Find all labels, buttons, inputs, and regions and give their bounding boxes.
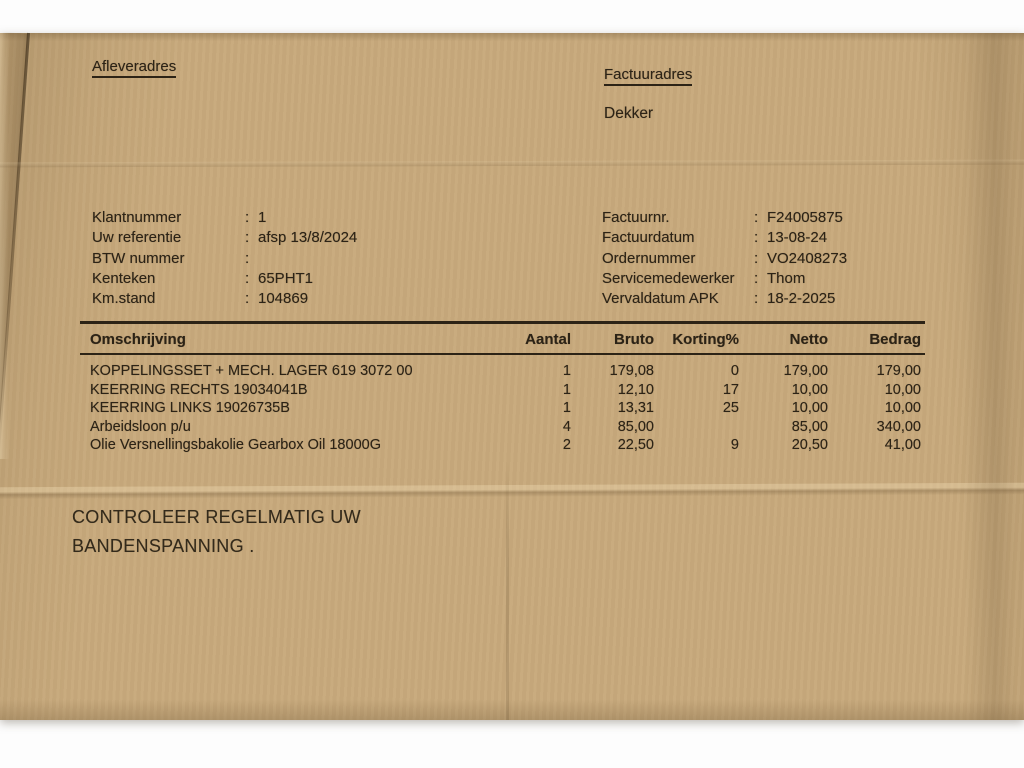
info-label: Factuurdatum bbox=[602, 229, 695, 247]
column-header-aantal: Aantal bbox=[500, 323, 575, 355]
item-discount: 0 bbox=[730, 363, 739, 379]
invoice-address-name: Dekker bbox=[604, 105, 654, 122]
item-quantity: 4 bbox=[562, 418, 571, 435]
header-row bbox=[80, 323, 925, 355]
footer-note bbox=[72, 503, 361, 561]
info-value: afsp 13/8/2024 bbox=[258, 229, 358, 247]
info-label: Factuurnr. bbox=[602, 209, 670, 226]
horizontal-crease-lower bbox=[0, 483, 1024, 499]
info-colon: : bbox=[245, 249, 250, 267]
customer-info-row bbox=[92, 249, 357, 269]
item-gross: 13,31 bbox=[617, 400, 654, 417]
invoice-address-label: Factuuradres bbox=[604, 66, 692, 86]
line-items-body bbox=[80, 354, 925, 455]
info-colon: : bbox=[245, 269, 250, 287]
info-label: Ordernummer bbox=[602, 249, 696, 267]
info-colon: : bbox=[754, 229, 759, 247]
item-net: 10,00 bbox=[791, 381, 828, 398]
line-item-row bbox=[80, 418, 925, 437]
item-gross: 85,00 bbox=[617, 418, 654, 435]
item-description: Olie Versnellingsbakolie Gearbox Oil 18000G bbox=[90, 437, 381, 454]
item-discount bbox=[658, 418, 743, 437]
item-amount: 41,00 bbox=[884, 437, 921, 454]
column-header-korting: Korting% bbox=[658, 323, 743, 355]
item-amount: 10,00 bbox=[884, 400, 921, 417]
info-label: BTW nummer bbox=[92, 249, 185, 267]
column-header-bedrag: Bedrag bbox=[832, 323, 925, 355]
customer-info-row bbox=[92, 228, 357, 248]
info-label: Klantnummer bbox=[92, 209, 182, 226]
footer-note-line1: CONTROLEER REGELMATIG UW bbox=[72, 507, 361, 527]
line-item-row bbox=[80, 399, 925, 418]
line-item-row bbox=[80, 354, 925, 381]
customer-info-row bbox=[92, 208, 357, 228]
item-description: Arbeidsloon p/u bbox=[90, 418, 191, 435]
column-header-omschrijving: Omschrijving bbox=[80, 323, 500, 355]
item-description: KEERRING RECHTS 19034041B bbox=[90, 381, 308, 398]
invoice-info-row bbox=[602, 269, 847, 289]
info-value: 65PHT1 bbox=[258, 269, 314, 287]
info-value: 13-08-24 bbox=[767, 229, 828, 247]
item-gross: 179,08 bbox=[609, 363, 654, 379]
info-value: 18-2-2025 bbox=[767, 290, 836, 308]
invoice-info-row bbox=[602, 289, 847, 309]
line-item-row bbox=[80, 436, 925, 455]
item-amount: 340,00 bbox=[876, 418, 921, 435]
invoice-info-row bbox=[602, 208, 847, 228]
column-header-bruto: Bruto bbox=[575, 323, 658, 355]
info-label: Kenteken bbox=[92, 269, 156, 287]
info-label: Servicemedewerker bbox=[602, 269, 735, 287]
info-colon: : bbox=[754, 290, 759, 308]
invoice-info-block bbox=[602, 208, 847, 309]
info-colon: : bbox=[245, 290, 250, 308]
vertical-fold-line bbox=[506, 461, 509, 720]
info-colon: : bbox=[245, 209, 250, 226]
info-label: Vervaldatum APK bbox=[602, 290, 719, 308]
info-label: Uw referentie bbox=[92, 229, 182, 247]
footer-note-line2: BANDENSPANNING . bbox=[72, 536, 255, 556]
diagonal-crease-shadow bbox=[0, 32, 28, 488]
customer-info-row bbox=[92, 289, 357, 309]
item-net: 85,00 bbox=[791, 418, 828, 435]
customer-info-block bbox=[92, 208, 357, 309]
info-value: Thom bbox=[767, 269, 806, 287]
line-items-section bbox=[80, 321, 925, 455]
item-quantity: 1 bbox=[562, 363, 571, 379]
delivery-address-label: Afleveradres bbox=[92, 58, 176, 78]
invoice-info-row bbox=[602, 249, 847, 269]
line-item-row bbox=[80, 381, 925, 400]
item-description: KEERRING LINKS 19026735B bbox=[90, 400, 290, 417]
info-value: 1 bbox=[258, 209, 267, 226]
item-discount: 17 bbox=[722, 381, 739, 398]
item-quantity: 1 bbox=[562, 400, 571, 417]
item-gross: 12,10 bbox=[617, 381, 654, 398]
line-items-table bbox=[80, 321, 925, 455]
horizontal-crease-upper bbox=[0, 160, 1024, 168]
line-items-header bbox=[80, 323, 925, 355]
item-net: 179,00 bbox=[783, 363, 828, 379]
info-colon: : bbox=[754, 269, 759, 287]
paper-left-edge-highlight bbox=[0, 33, 9, 459]
info-colon: : bbox=[245, 229, 250, 247]
info-value: 104869 bbox=[258, 290, 309, 308]
item-net: 10,00 bbox=[791, 400, 828, 417]
diagonal-crease-line bbox=[0, 33, 30, 464]
item-discount: 25 bbox=[722, 400, 739, 417]
info-colon: : bbox=[754, 209, 759, 226]
customer-info-row bbox=[92, 269, 357, 289]
item-quantity: 1 bbox=[562, 381, 571, 398]
item-amount: 10,00 bbox=[884, 381, 921, 398]
invoice-info-row bbox=[602, 228, 847, 248]
info-value: VO2408273 bbox=[767, 249, 848, 267]
item-net: 20,50 bbox=[791, 437, 828, 454]
item-quantity: 2 bbox=[562, 437, 571, 454]
right-edge-shadow bbox=[964, 33, 1016, 720]
info-colon: : bbox=[754, 249, 759, 267]
info-value: F24005875 bbox=[767, 209, 843, 226]
item-description: KOPPELINGSSET + MECH. LAGER 619 3072 00 bbox=[90, 363, 413, 379]
item-discount: 9 bbox=[730, 437, 739, 454]
item-amount: 179,00 bbox=[876, 363, 921, 379]
column-header-netto: Netto bbox=[743, 323, 832, 355]
info-label: Km.stand bbox=[92, 290, 156, 308]
item-gross: 22,50 bbox=[617, 437, 654, 454]
